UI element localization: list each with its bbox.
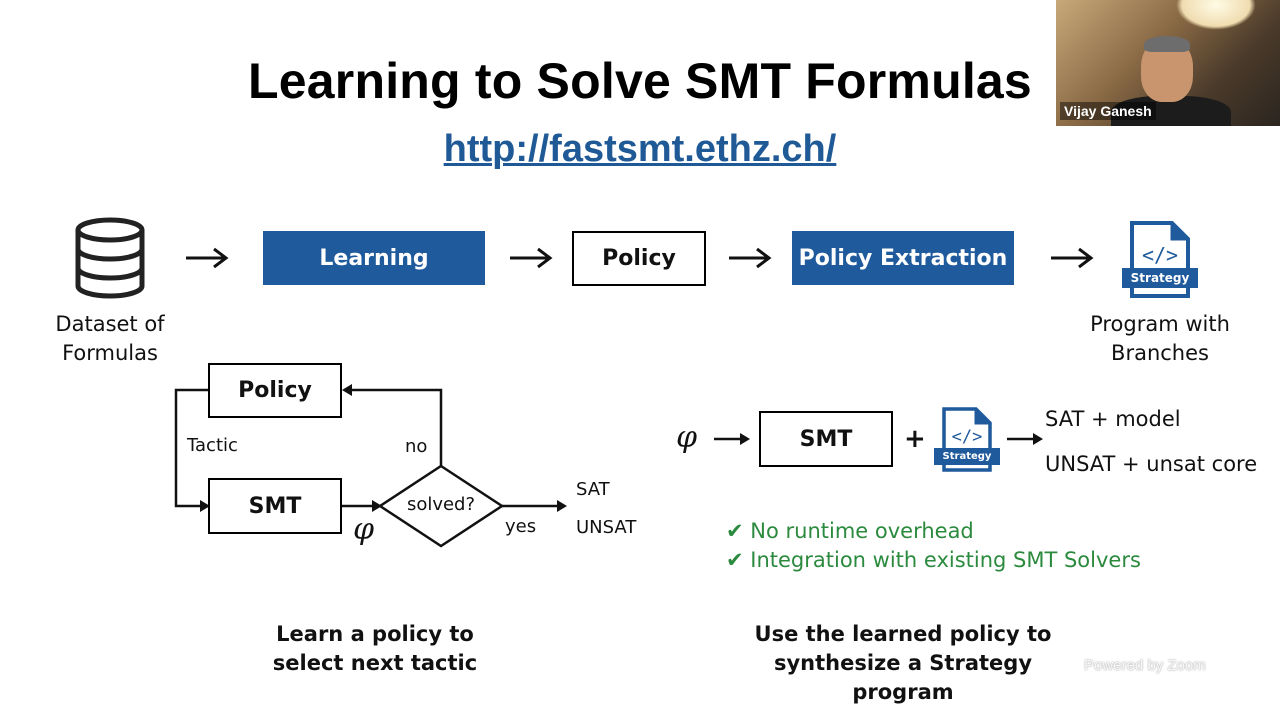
policy-extraction-box: Policy Extraction (792, 231, 1014, 285)
arrow-icon (1005, 428, 1045, 454)
loop-smt-box: SMT (208, 478, 342, 534)
usage-strategy-document-icon (932, 406, 1002, 474)
decision-label: solved? (406, 494, 476, 515)
right-caption: Use the learned policy to synthesize a Strategy program (754, 622, 1052, 704)
participant-video-tile[interactable] (1056, 0, 1280, 126)
video-person-hair (1144, 36, 1190, 52)
usage-strategy-badge-label: Strategy (942, 451, 992, 462)
usage-smt-box: SMT (759, 411, 893, 467)
benefit-integration: ✔ Integration with existing SMT Solvers (726, 548, 1141, 572)
dataset-label: Dataset of Formulas (55, 312, 165, 365)
no-label: no (405, 436, 428, 457)
usage-phi-symbol: φ (676, 420, 698, 455)
benefit-no-overhead: ✔ No runtime overhead (726, 519, 974, 543)
svg-text:</>: </> (951, 427, 983, 447)
learning-box: Learning (263, 231, 485, 285)
yes-label: yes (505, 516, 537, 537)
plus-sign: + (904, 424, 926, 454)
svg-text:</>: </> (1141, 243, 1179, 267)
participant-name-label: Vijay Ganesh (1060, 102, 1156, 120)
strategy-badge-label: Strategy (1130, 271, 1190, 285)
policy-box: Policy (572, 231, 706, 286)
program-label: Program with Branches (1090, 312, 1230, 365)
video-lamp (1176, 0, 1256, 30)
slide-title: Learning to Solve SMT Formulas (248, 53, 1032, 109)
tactic-label: Tactic (187, 435, 238, 456)
loop-policy-box: Policy (208, 363, 342, 418)
zoom-watermark: Powered by Zoom (1084, 657, 1206, 674)
left-caption: Learn a policy to select next tactic (272, 622, 478, 675)
sat-label: SAT (576, 479, 610, 500)
sat-model-output: SAT + model (1045, 407, 1181, 431)
unsat-label: UNSAT (576, 517, 637, 538)
phi-symbol: φ (353, 512, 375, 547)
arrow-icon (712, 428, 752, 454)
unsat-core-output: UNSAT + unsat core (1045, 452, 1258, 476)
slide-url-link[interactable]: http://fastsmt.ethz.ch/ (443, 128, 837, 170)
